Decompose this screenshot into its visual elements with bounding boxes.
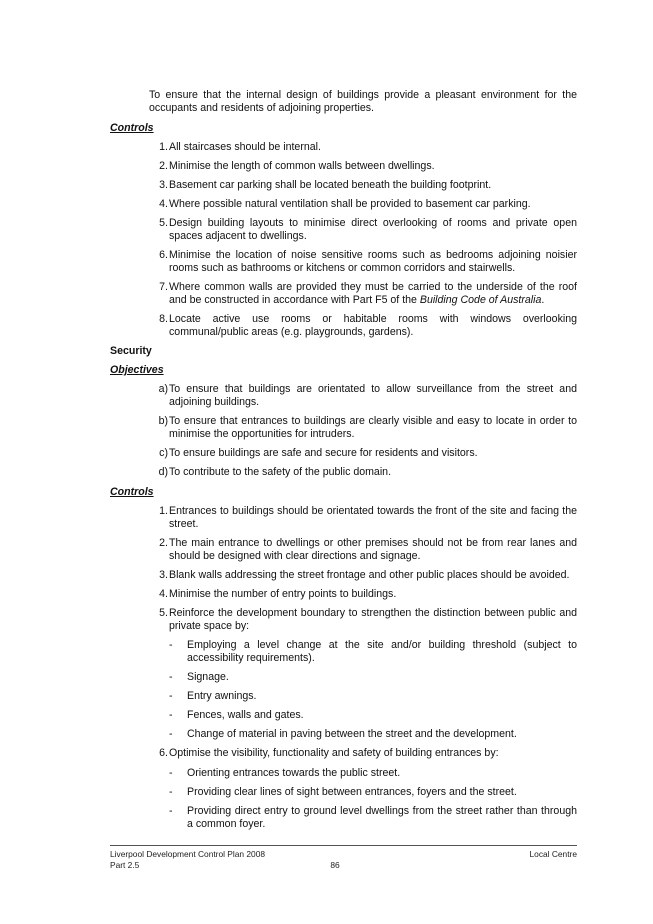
objectives-heading: Objectives [110, 364, 164, 376]
item-text: Minimise the location of noise sensitive rooms such as bedrooms adjoining noisier rooms such as bathrooms or kitchens or common corridors and stairwells. [169, 249, 577, 274]
item-number: 1. [159, 141, 168, 153]
item-text: Minimise the length of common walls between dwellings. [169, 160, 435, 172]
dash-marker: - [169, 639, 173, 651]
code-reference: Building Code of Australia [419, 294, 542, 306]
security-heading: Security [110, 345, 152, 357]
item-letter: d) [158, 466, 168, 478]
dash-marker: - [169, 805, 173, 817]
dash-marker: - [169, 671, 173, 683]
item-text: Where possible natural ventilation shall be provided to basement car parking. [169, 198, 531, 210]
footer-page-number: 86 [330, 860, 340, 870]
item-text: To contribute to the safety of the public domain. [169, 466, 392, 478]
item-text: Locate active use rooms or habitable rooms with windows overlooking communal/public areas (e.g. playgrounds, gardens). [169, 313, 577, 338]
item-number: 6. [159, 747, 168, 759]
item-number: 1. [159, 505, 168, 517]
item-number: 4. [159, 588, 168, 600]
bullet-text: Entry awnings. [187, 690, 257, 702]
security-controls-heading: Controls [110, 486, 154, 498]
item-number: 8. [159, 313, 168, 325]
dash-marker: - [169, 690, 173, 702]
item-number: 5. [159, 607, 168, 619]
dash-marker: - [169, 767, 173, 779]
item-number: 5. [159, 217, 168, 229]
item-text: Design building layouts to minimise direct overlooking of rooms and private open spaces adjacent to dwellings. [169, 217, 577, 242]
item-text: To ensure buildings are safe and secure for residents and visitors. [169, 447, 478, 459]
item-text: Minimise the number of entry points to buildings. [169, 588, 397, 600]
item-number: 7. [159, 281, 168, 293]
item-text: Blank walls addressing the street frontage and other public places should be avoided. [169, 569, 570, 581]
bullet-text: Signage. [187, 671, 229, 683]
item-text: Optimise the visibility, functionality and safety of building entrances by: [169, 747, 499, 759]
item-letter: b) [158, 415, 168, 427]
item-text: The main entrance to dwellings or other premises should not be from rear lanes and should be designed with clear directions and signage. [169, 537, 577, 562]
item-letter: c) [159, 447, 168, 459]
footer-part: Part 2.5 [110, 860, 140, 870]
dash-marker: - [169, 709, 173, 721]
footer-divider [110, 845, 577, 846]
item-text: To ensure that entrances to buildings are clearly visible and easy to locate in order to minimise the opportunities for intruders. [169, 415, 577, 440]
item-text-part: Where common walls are provided they must be carried to the underside of the roof and be constructed in accordance with Part F5 of the [169, 281, 577, 306]
item-text: To ensure that buildings are orientated to allow surveillance from the street and adjoining buildings. [169, 383, 577, 408]
bullet-text: Providing clear lines of sight between entrances, foyers and the street. [187, 786, 517, 798]
dash-marker: - [169, 786, 173, 798]
dash-marker: - [169, 728, 173, 740]
item-text: Reinforce the development boundary to strengthen the distinction between public and private space by: [169, 607, 577, 632]
item-text: Basement car parking shall be located beneath the building footprint. [169, 179, 492, 191]
bullet-text: Providing direct entry to ground level dwellings from the street rather than through a common foyer. [187, 805, 577, 830]
item-number: 3. [159, 569, 168, 581]
item-number: 3. [159, 179, 168, 191]
item-text-end: . [541, 294, 545, 306]
bullet-text: Orienting entrances towards the public street. [187, 767, 401, 779]
item-number: 2. [159, 537, 168, 549]
item-number: 4. [159, 198, 168, 210]
intro-paragraph: To ensure that the internal design of buildings provide a pleasant environment for the occupants and residents of adjoining properties. [149, 89, 577, 114]
bullet-text: Fences, walls and gates. [187, 709, 304, 721]
item-text: Entrances to buildings should be orientated towards the front of the site and facing the street. [169, 505, 577, 530]
item-letter: a) [158, 383, 168, 395]
controls-heading: Controls [110, 122, 154, 134]
item-number: 6. [159, 249, 168, 261]
bullet-text: Employing a level change at the site and/or building threshold (subject to accessibility requirements). [187, 639, 577, 664]
item-text: All staircases should be internal. [169, 141, 321, 153]
footer-section: Local Centre [529, 849, 577, 859]
bullet-text: Change of material in paving between the street and the development. [187, 728, 517, 740]
item-number: 2. [159, 160, 168, 172]
footer-doc-title: Liverpool Development Control Plan 2008 [110, 849, 266, 859]
item-text [169, 281, 577, 307]
